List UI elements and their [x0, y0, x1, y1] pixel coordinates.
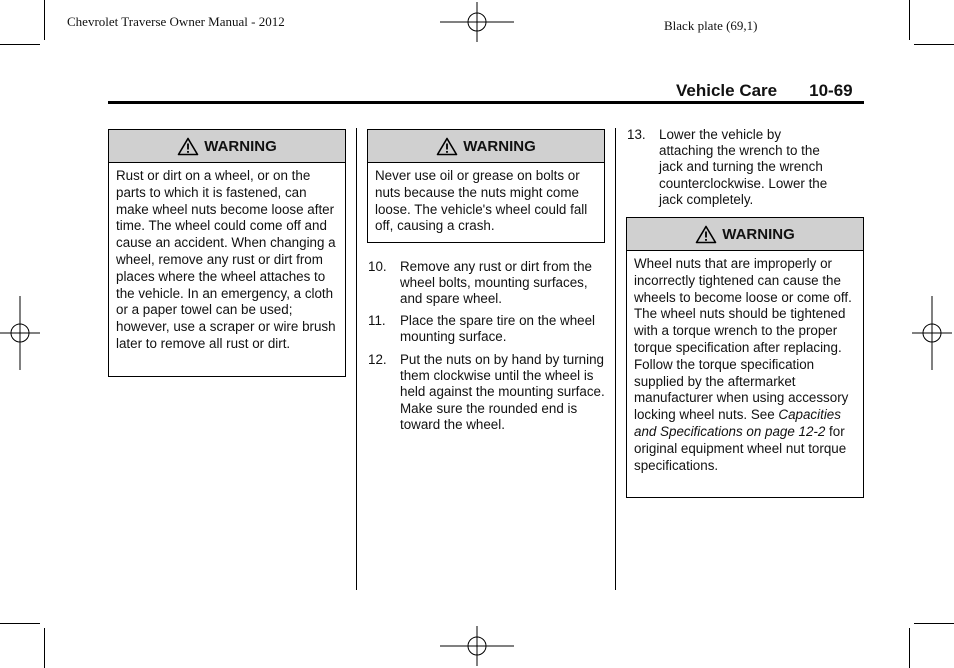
warning-label: WARNING	[722, 225, 795, 243]
warning-text-start: Wheel nuts that are improperly or incorrectly tightened can cause the wheels to become loose or come off. The wheel nuts should be tightened with a torque wrench to the proper torque specification after replacing. Follow the torque specification supplied by the aftermarket manufacturer when using accessory locking wheel nuts. See	[634, 256, 852, 423]
list-item	[627, 127, 865, 209]
warning-triangle-icon	[177, 137, 199, 156]
column-divider	[356, 128, 357, 590]
list-item	[368, 313, 608, 347]
warning-label: WARNING	[463, 137, 536, 155]
step-text: Lower the vehicle by attaching the wrench to the jack and turning the wrench counterclockwise. Lower the jack completely.	[659, 127, 828, 207]
step-text: Place the spare tire on the wheel mounting surface.	[400, 313, 596, 345]
header-rule	[108, 101, 864, 104]
crop-mark	[909, 0, 910, 40]
warning-text	[627, 251, 863, 480]
list-item	[368, 259, 608, 309]
step-text: Remove any rust or dirt from the wheel bolts, mounting surfaces, and spare wheel.	[400, 259, 593, 307]
registration-mark-icon	[440, 2, 514, 42]
warning-text: Rust or dirt on a wheel, or on the parts to which it is fastened, can make wheel nuts become loose after time. The wheel could come off and cause an accident. When changing a wheel, remove any rust or dirt from places where the wheel attaches to the vehicle. In an emergency, a cloth or a paper towel can be used; however, use a scraper or wire brush later to remove all rust or dirt.	[116, 168, 336, 351]
warning-triangle-icon	[695, 225, 717, 244]
warning-label: WARNING	[204, 137, 277, 155]
column-divider	[615, 128, 616, 590]
step-text: Put the nuts on by hand by turning them clockwise until the wheel is held against the mounting surface. Make sure the rounded end is toward the wheel.	[400, 352, 605, 432]
warning-header	[368, 130, 604, 163]
warning-box	[108, 129, 346, 377]
registration-mark-icon	[0, 296, 40, 370]
plate-label: Black plate (69,1)	[664, 18, 758, 33]
step-number: 13.	[627, 127, 646, 142]
crop-mark	[44, 628, 45, 668]
list-item	[368, 352, 608, 450]
section-heading	[676, 81, 853, 101]
registration-mark-icon	[440, 626, 514, 666]
warning-text-end: for original equipment wheel nut torque specifications.	[634, 423, 847, 473]
manual-title: Chevrolet Traverse Owner Manual - 2012	[67, 14, 285, 29]
warning-header	[627, 218, 863, 251]
warning-text: Never use oil or grease on bolts or nuts because the nuts might come loose. The vehicle's wheel could fall off, causing a crash.	[375, 168, 588, 234]
warning-box	[367, 129, 605, 243]
crop-mark	[0, 44, 40, 45]
step-number: 12.	[368, 352, 387, 367]
registration-mark-icon	[912, 296, 952, 370]
crop-mark	[914, 623, 954, 624]
warning-box	[626, 217, 864, 498]
page-number: 10-69	[809, 81, 853, 100]
crop-mark	[0, 623, 40, 624]
section-title: Vehicle Care	[676, 81, 778, 100]
warning-header	[109, 130, 345, 163]
crop-mark	[44, 0, 45, 40]
step-number: 10.	[368, 259, 387, 274]
crop-mark	[909, 628, 910, 668]
warning-triangle-icon	[436, 137, 458, 156]
step-number: 11.	[368, 313, 386, 328]
cross-reference-link[interactable]: Capacities and Specifications on page 12-2	[634, 407, 841, 439]
crop-mark	[914, 44, 954, 45]
